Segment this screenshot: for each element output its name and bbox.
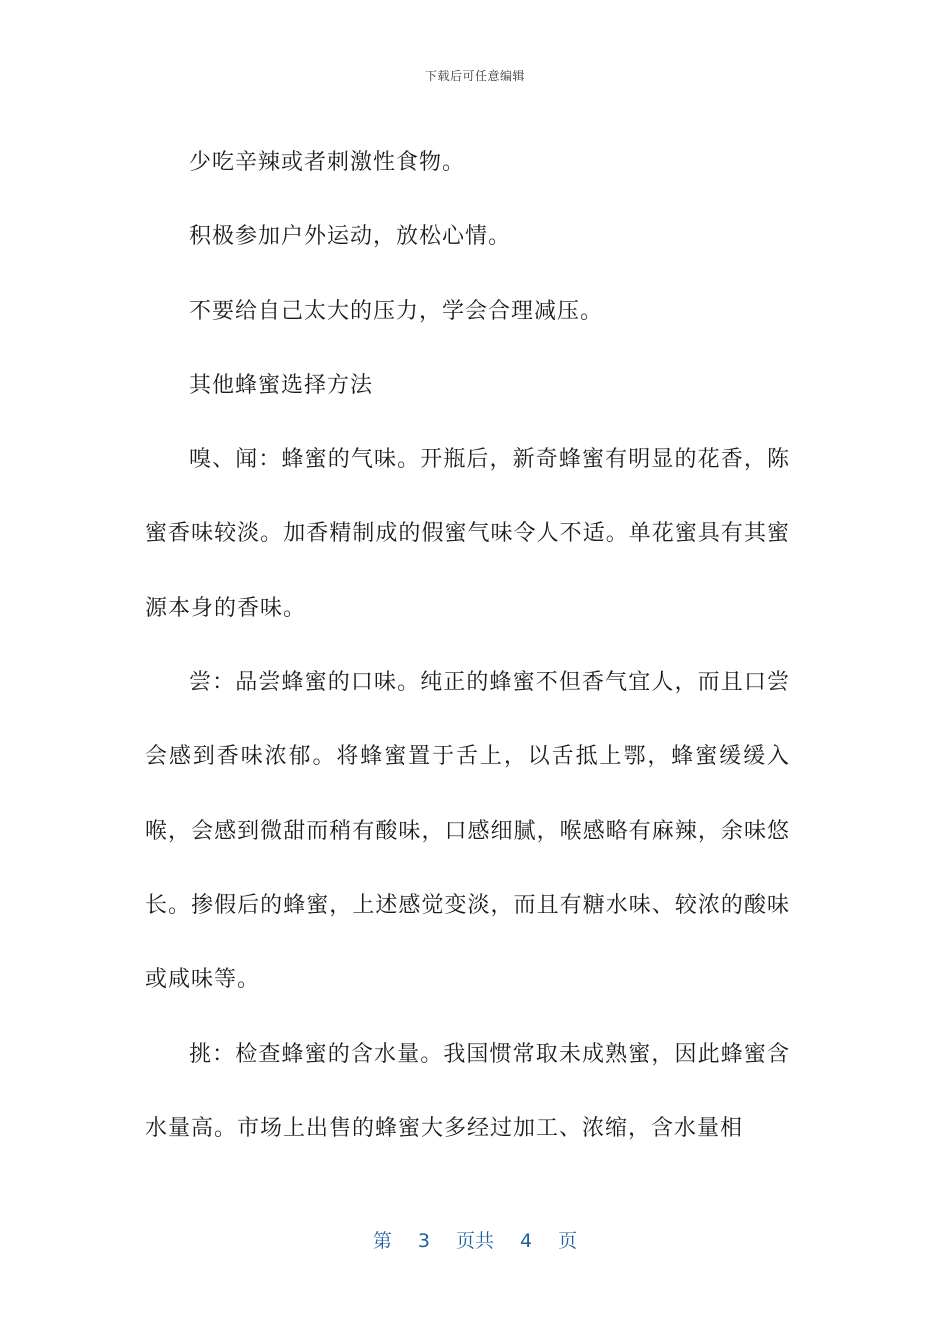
current-page-number: 3 (417, 1230, 430, 1252)
section-heading: 其他蜂蜜选择方法 (189, 372, 374, 398)
document-body (145, 126, 790, 1166)
paragraph: 挑：检查蜂蜜的含水量。我国惯常取未成熟蜜，因此蜂蜜含水量高。市场上出售的蜂蜜大多经过加工、浓缩，含水量相 (145, 1041, 790, 1141)
footer-middle: 页共 (455, 1230, 494, 1252)
total-pages-number: 4 (520, 1230, 533, 1252)
paragraph: 嗅、闻：蜂蜜的气味。开瓶后，新奇蜂蜜有明显的花香，陈蜜香味较淡。加香精制成的假蜜气味令人不适。单花蜜具有其蜜源本身的香味。 (145, 447, 790, 621)
paragraph: 积极参加户外运动，放松心情。 (189, 224, 512, 250)
paragraph: 少吃辛辣或者刺激性食物。 (189, 150, 466, 175)
paragraph: 尝：品尝蜂蜜的口味。纯正的蜂蜜不但香气宜人，而且口尝会感到香味浓郁。将蜂蜜置于舌上，以舌抵上鄂，蜂蜜缓缓入喉，会感到微甜而稍有酸味，口感细腻，喉感略有麻辣，余味悠长。掺假后的蜂蜜，上述感觉变淡，而且有糖水味、较浓的酸味或咸味等。 (145, 670, 790, 993)
page-header: 下载后可任意编辑 (424, 69, 525, 83)
footer-suffix: 页 (558, 1230, 578, 1252)
footer-prefix: 第 (372, 1230, 392, 1252)
paragraph: 不要给自己太大的压力，学会合理减压。 (189, 298, 604, 324)
page-footer (0, 1226, 950, 1253)
